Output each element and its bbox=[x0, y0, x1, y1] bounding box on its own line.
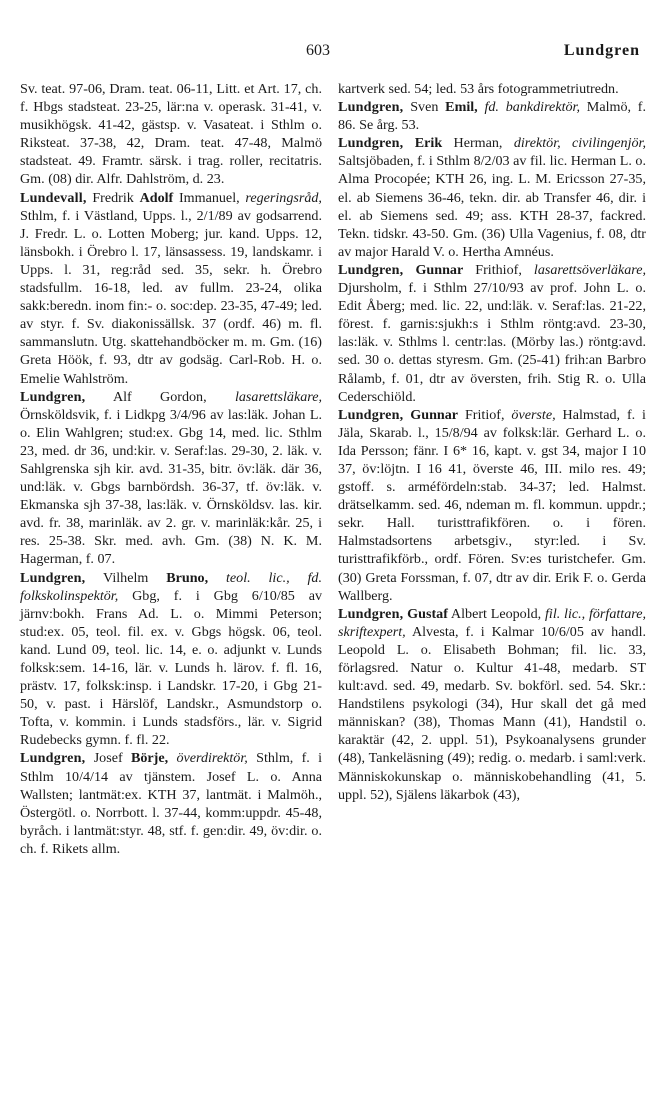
entry-surname: Lundgren, bbox=[338, 135, 404, 152]
entry-given-name: Sven bbox=[410, 99, 439, 116]
entry-text: Örnsköldsvik, f. i Lidkpg 3/4/96 av las:läk. Johan L. o. Elin Wahlgren; stud:ex. Gbg 14, med. lic. Sthlm 23, med. dr 36, und:kir. v. Seraf:las. 29-30, 2. läk. v. Sahlgrenska sjh kir. avd. 31-35, bitr. öv:läk. där 36, und:läk. v. Gbgs barnbördsh. 36-37, tf. öv:läk. v. Ekmanska sjh 37-38, las:läk. v. Örnsköldsv. las. kir. avd. fr. 38, marinläk. av 2. gr. v. marinläk:kår. 25, i res. 25-38. Skr. med. avh. Gm. (38) N. K. M. Hagerman, f. 07. bbox=[20, 406, 322, 568]
entry-given-name-rest: Herman, bbox=[453, 135, 503, 152]
biography-entry bbox=[338, 98, 646, 134]
entry-title: lasarettsläkare, bbox=[234, 388, 322, 405]
entry-surname: Lundevall, bbox=[20, 189, 87, 206]
biography-entry bbox=[20, 189, 322, 388]
entry-text: Sthlm, f. i Västland, Upps. l., 2/1/89 av godsarrend. J. Fredr. L. o. Lotten Moberg; jur. kand. Upps. 12, länsbokh. i Örebro l. 17, länsassess. 19, landskamr. i Upps. l. 31, reg:råd sed. 35, sekr. h. Örebro stadsfullm. 16-18, led. av fullm. 23-24, olika sakk:beredn. inom fin:- o. soc:dep. 23-35, 47-49; led. av styr. f. Sv. diakonissällsk. 37 (ordf. 46) m. fl. sammanslutn. Utg. skattehandböcker m. m. Gm. (16) Greta Höök, f. 93, dtr av godsäg. Carl-Rob. H. o. Emelie Wahlström. bbox=[20, 207, 322, 387]
entry-surname: Lundgren, bbox=[338, 406, 404, 423]
entry-given-name-rest: Fritiof, bbox=[464, 406, 505, 423]
entry-surname: Lundgren, bbox=[338, 261, 404, 278]
running-head: Lundgren bbox=[563, 42, 640, 59]
entry-call-name: Gustaf bbox=[407, 605, 448, 622]
entry-given-name: Josef bbox=[93, 750, 123, 767]
biography-entry bbox=[338, 134, 646, 261]
entry-text: Sv. teat. 97-06, Dram. teat. 06-11, Litt. et Art. 17, ch. f. Hbgs stadsteat. 23-25, lär:na v. operask. 31-41, v. musikhögsk. 41-42, gästsp. v. Vasateat. i Sthlm o. Riksteat. 37-38, 42, Dram. teat. 47-48, Malmö stadsteat. 49. Framtr. särsk. i trag. roller, recitatris. Gm. (08) dir. Alfr. Dahlström, d. 23. bbox=[20, 81, 322, 188]
entry-call-name: Adolf bbox=[139, 189, 174, 206]
biography-entry bbox=[20, 388, 322, 569]
entry-given-name-rest: Immanuel, bbox=[178, 189, 240, 206]
entry-call-name: Börje, bbox=[130, 750, 169, 767]
entry-given-name-rest: Frithiof, bbox=[475, 261, 522, 278]
entry-text: Sthlm, f. i Sthlm 10/4/14 av tjänstem. Josef L. o. Anna Wallsten; lantmät:ex. KTH 37, lantmät. i Malmöh., Östergötl. o. Norrbott. l. 37-44, komm:uppdr. 45-48, byråch. i lantmät:styr. 48, stf. f. gen:dir. 49, öv:dir. o. ch. f. Rikets allm. bbox=[20, 750, 323, 857]
entry-surname: Lundgren, bbox=[338, 605, 404, 622]
entry-given-name: Alf Gordon, bbox=[112, 388, 207, 405]
biography-entry bbox=[338, 261, 646, 406]
biography-entry bbox=[20, 749, 322, 858]
page-header bbox=[0, 40, 672, 70]
entry-title: överste, bbox=[511, 406, 556, 423]
entry-continuation bbox=[338, 80, 646, 98]
entry-call-name: Emil, bbox=[445, 99, 478, 116]
entry-title: direktör, civilingenjör, bbox=[513, 135, 646, 152]
entry-call-name: Gunnar bbox=[410, 406, 459, 423]
entry-surname: Lundgren, bbox=[20, 388, 86, 405]
entry-call-name: Gunnar bbox=[415, 261, 464, 278]
entry-given-name: Vilhelm bbox=[103, 569, 149, 586]
entry-surname: Lundgren, bbox=[20, 750, 86, 767]
entry-given-name: Fredrik bbox=[92, 189, 134, 206]
entry-surname: Lundgren, bbox=[338, 99, 404, 116]
entry-text: Saltsjöbaden, f. i Sthlm 8/2/03 av fil. lic. Herman L. o. Alma Procopée; KTH 26, ing. L. M. Ericsson 27-35, el. ab Siemens 36-46, tekn. dir. ab Transfer 46, dir. i el. ab Siemens sed. 49; ass. KTH 28-37, fackred. Tekn. tidskr. 43-50. Gm. (36) Ulla Vagenius, f. 08, dtr av major Harald V. o. Hertha Amnéus. bbox=[338, 153, 646, 260]
entry-title: regeringsråd, bbox=[245, 189, 322, 206]
left-column bbox=[20, 80, 322, 858]
biography-entry bbox=[338, 406, 646, 605]
entry-call-name: Erik bbox=[414, 135, 443, 152]
entry-given-name-rest: Albert Leopold, bbox=[450, 605, 542, 622]
entry-text: Gbg, f. i Gbg 6/10/85 av järnv:bokh. Frans Ad. L. o. Mimmi Peterson; stud:ex. 05, teol. fil. ex. v. Gbgs högsk. 06, teol. kand. Lund 09, teol. lic. 14, e. o. adjunkt v. Lunds folksk:sem. 14-16, lär. v. Lunds h. lärov. f. fl. 16, prästv. 17, folksk:insp. i Landskr. 17-20, i Gbg 21-50, v. past. i Härslöf, Landskr., Asmundstorp o. Tofta, v. kommin. i Lunds stadsförs., lär. v. Sigrid Rudebecks gymn. f. fl. 22. bbox=[20, 587, 323, 749]
entry-text: Alvesta, f. i Kalmar 10/6/05 av handl. Leopold L. o. Elisabeth Bohman; fil. lic. 33, förlagsred. Natur o. Kultur 41-48, medarb. ST kult:avd. sed. 49, medarb. Sv. bokförl. sed. 54. Skr.: Handstilens psykologi (34), Hur skall det gå med människan? (38), Thomas Mann (41), Handstil o. karaktär (42, 2. uppl. 51), Psykoanalysens grunder (48), Tankeläsning (49); redig. o. medarb. i saml:verk. Människokunskap o. människobehandling (41, 5. uppl. 52), Själens läkarbok (43), bbox=[338, 623, 647, 803]
entry-title: överdirektör, bbox=[176, 750, 248, 767]
entry-text: kartverk sed. 54; led. 53 års fotogrammetriutredn. bbox=[338, 81, 619, 97]
entry-call-name: Bruno, bbox=[166, 569, 209, 586]
page-number: 603 bbox=[306, 42, 330, 59]
entry-surname: Lundgren, bbox=[20, 569, 86, 586]
entry-text: Djursholm, f. i Sthlm 27/10/93 av prof. John L. o. Edit Åberg; med. lic. 22, und:läk. v. Seraf:las. 21-22, förest. f. garnis:sjukh:s i Sthlm röntg:avd. 23-30, las:läk. v. Sthlms l. centr:las. (Mörby las.) röntg:avd. sed. 30 o. dettas styresm. Gm. (25-41) frih:an Barbro Rålamb, f. 01, dtr av översten, frih. Stig R. o. Ulla Cederschiöld. bbox=[338, 280, 646, 405]
entry-title: fd. bankdirektör, bbox=[484, 99, 580, 116]
biography-entry bbox=[338, 605, 646, 804]
right-column bbox=[338, 80, 646, 804]
entry-title: fil. lic., författare, skriftexpert, bbox=[338, 605, 646, 640]
entry-text: Halmstad, f. i Jäla, Skarab. l., 15/8/94 av folksk:lär. Gerhard L. o. Ida Persson; fänr. I 6* 16, kapt. v. gst 34, major I 10 37, öv:löjtn. I 16 41, överste 46, III. milo res. 49; gstoff. s. arméfördeln:stab. 34-37; led. Halmst. drätselkamm. sed. 46, ndeman m. fl. kommun. uppdr.; sekr. Hall. turisttrafikfören. o. i fören. Halmstadsortens arbetsgiv., styr:led. i Sv. turisttrafikförb., ordf. Fören. Sv:es turistchefer. Gm. (30) Greta Forssman, f. 07, dtr av dir. Erik F. o. Gerda Wallberg. bbox=[338, 406, 646, 604]
entry-text: Malmö, f. 86. Se årg. 53. bbox=[338, 99, 647, 134]
biography-entry bbox=[20, 569, 322, 750]
entry-title: lasarettsöverläkare, bbox=[533, 261, 646, 278]
entry-title: teol. lic., fd. folkskolinspektör, bbox=[20, 569, 322, 604]
entry-continuation bbox=[20, 80, 322, 189]
